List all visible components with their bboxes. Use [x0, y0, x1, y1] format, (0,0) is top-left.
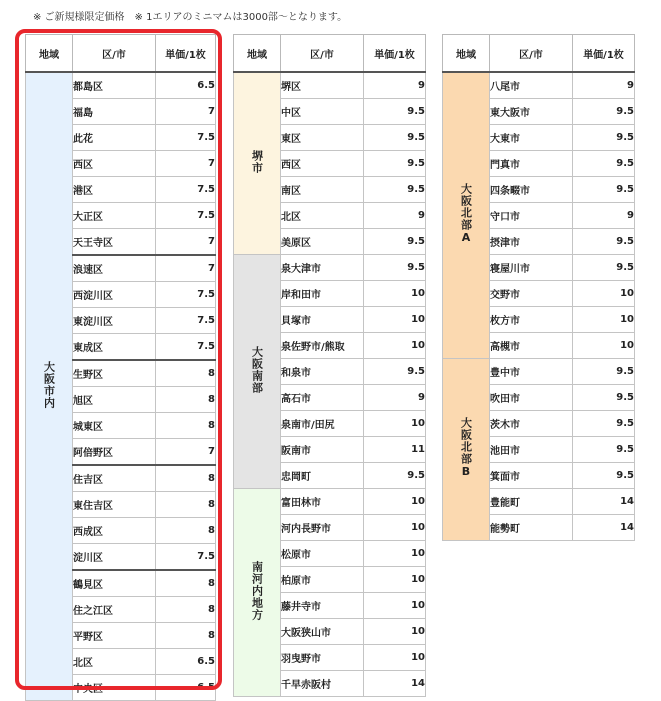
- city-cell: 千早赤阪村: [281, 671, 364, 697]
- price-cell: 9.5: [364, 463, 426, 489]
- region-label: 大阪北部A: [459, 182, 473, 245]
- city-cell: 和泉市: [281, 359, 364, 385]
- price-cell: 7.5: [156, 203, 216, 229]
- price-cell: 6.5: [156, 675, 216, 701]
- table-row: [234, 489, 426, 515]
- city-cell: 東淀川区: [73, 308, 156, 334]
- city-cell: 南区: [281, 177, 364, 203]
- price-cell: 10: [364, 619, 426, 645]
- city-cell: 中央区: [73, 675, 156, 701]
- city-cell: 東区: [281, 125, 364, 151]
- price-table-south: [233, 34, 426, 697]
- header-city: 区/市: [281, 35, 364, 73]
- price-cell: 10: [364, 411, 426, 437]
- city-cell: 浪速区: [73, 255, 156, 282]
- city-cell: 東成区: [73, 334, 156, 361]
- price-cell: 10: [364, 593, 426, 619]
- city-cell: 堺区: [281, 72, 364, 99]
- price-cell: 8: [156, 623, 216, 649]
- city-cell: 忠岡町: [281, 463, 364, 489]
- price-cell: 9.5: [364, 177, 426, 203]
- price-cell: 10: [573, 307, 635, 333]
- header-price: 単価/1枚: [364, 35, 426, 73]
- price-cell: 9: [364, 385, 426, 411]
- price-cell: 8: [156, 518, 216, 544]
- city-cell: 高石市: [281, 385, 364, 411]
- price-cell: 14: [573, 489, 635, 515]
- city-cell: 寝屋川市: [490, 255, 573, 281]
- price-cell: 8: [156, 492, 216, 518]
- region-label: 大阪南部: [250, 345, 264, 394]
- region-cell: [234, 489, 281, 697]
- header-price: 単価/1枚: [156, 35, 216, 73]
- price-cell: 9.5: [573, 177, 635, 203]
- city-cell: 住吉区: [73, 465, 156, 492]
- city-cell: 平野区: [73, 623, 156, 649]
- header-price: 単価/1枚: [573, 35, 635, 73]
- price-cell: 9.5: [573, 385, 635, 411]
- header-city: 区/市: [490, 35, 573, 73]
- price-cell: 9.5: [364, 255, 426, 281]
- region-label: 大阪市内: [42, 360, 56, 409]
- region-cell: [234, 255, 281, 489]
- city-cell: 茨木市: [490, 411, 573, 437]
- price-cell: 9.5: [573, 437, 635, 463]
- price-cell: 8: [156, 387, 216, 413]
- price-cell: 9: [364, 72, 426, 99]
- city-cell: 岸和田市: [281, 281, 364, 307]
- city-cell: 此花: [73, 125, 156, 151]
- table-row: [443, 72, 635, 99]
- price-cell: 10: [364, 515, 426, 541]
- price-cell: 8: [156, 465, 216, 492]
- city-cell: 大東市: [490, 125, 573, 151]
- table-row: [443, 359, 635, 385]
- city-cell: 天王寺区: [73, 229, 156, 256]
- city-cell: 豊能町: [490, 489, 573, 515]
- city-cell: 西淀川区: [73, 282, 156, 308]
- city-cell: 生野区: [73, 360, 156, 387]
- price-cell: 10: [364, 645, 426, 671]
- city-cell: 枚方市: [490, 307, 573, 333]
- city-cell: 藤井寺市: [281, 593, 364, 619]
- price-cell: 10: [573, 333, 635, 359]
- price-cell: 9.5: [573, 229, 635, 255]
- table-row: [234, 255, 426, 281]
- city-cell: 東大阪市: [490, 99, 573, 125]
- city-cell: 阪南市: [281, 437, 364, 463]
- city-cell: 能勢町: [490, 515, 573, 541]
- city-cell: 八尾市: [490, 72, 573, 99]
- city-cell: 西区: [73, 151, 156, 177]
- price-cell: 10: [364, 567, 426, 593]
- city-cell: 守口市: [490, 203, 573, 229]
- price-cell: 7: [156, 229, 216, 256]
- price-cell: 9.5: [364, 99, 426, 125]
- price-cell: 7: [156, 151, 216, 177]
- city-cell: 貝塚市: [281, 307, 364, 333]
- header-area: 地域: [234, 35, 281, 73]
- city-cell: 住之江区: [73, 597, 156, 623]
- city-cell: 箕面市: [490, 463, 573, 489]
- price-table-osaka-city: [25, 34, 216, 701]
- city-cell: 北区: [73, 649, 156, 675]
- price-cell: 6.5: [156, 72, 216, 99]
- header-area: 地域: [443, 35, 490, 73]
- city-cell: 泉南市/田尻: [281, 411, 364, 437]
- city-cell: 池田市: [490, 437, 573, 463]
- city-cell: 泉佐野市/熊取: [281, 333, 364, 359]
- price-cell: 7.5: [156, 308, 216, 334]
- price-table-north: [442, 34, 635, 541]
- city-cell: 都島区: [73, 72, 156, 99]
- region-cell: [26, 72, 73, 701]
- price-cell: 7.5: [156, 177, 216, 203]
- price-cell: 8: [156, 360, 216, 387]
- price-cell: 7: [156, 255, 216, 282]
- region-cell: [234, 72, 281, 255]
- city-cell: 大阪狭山市: [281, 619, 364, 645]
- header-area: 地域: [26, 35, 73, 73]
- header-city: 区/市: [73, 35, 156, 73]
- city-cell: 東住吉区: [73, 492, 156, 518]
- price-cell: 9: [364, 203, 426, 229]
- price-cell: 9.5: [364, 125, 426, 151]
- city-cell: 富田林市: [281, 489, 364, 515]
- city-cell: 阿倍野区: [73, 439, 156, 466]
- price-cell: 7: [156, 99, 216, 125]
- price-cell: 9.5: [573, 463, 635, 489]
- city-cell: 淀川区: [73, 544, 156, 571]
- city-cell: 中区: [281, 99, 364, 125]
- price-cell: 9.5: [364, 151, 426, 177]
- price-cell: 9.5: [573, 359, 635, 385]
- price-cell: 8: [156, 570, 216, 597]
- price-cell: 9.5: [573, 255, 635, 281]
- price-cell: 9: [573, 203, 635, 229]
- price-cell: 9.5: [364, 359, 426, 385]
- city-cell: 泉大津市: [281, 255, 364, 281]
- city-cell: 羽曳野市: [281, 645, 364, 671]
- table-row: [234, 72, 426, 99]
- city-cell: 美原区: [281, 229, 364, 255]
- price-cell: 9.5: [364, 229, 426, 255]
- price-cell: 9: [573, 72, 635, 99]
- city-cell: 大正区: [73, 203, 156, 229]
- city-cell: 鶴見区: [73, 570, 156, 597]
- price-cell: 10: [573, 281, 635, 307]
- price-cell: 8: [156, 413, 216, 439]
- price-cell: 9.5: [573, 99, 635, 125]
- price-cell: 7.5: [156, 282, 216, 308]
- pricing-note: ※ ご新規様限定価格 ※ 1エリアのミニマムは3000部～となります。: [33, 12, 348, 23]
- table-row: [26, 72, 216, 99]
- city-cell: 吹田市: [490, 385, 573, 411]
- city-cell: 西区: [281, 151, 364, 177]
- price-cell: 10: [364, 307, 426, 333]
- price-cell: 14: [364, 671, 426, 697]
- city-cell: 松原市: [281, 541, 364, 567]
- city-cell: 交野市: [490, 281, 573, 307]
- price-cell: 7.5: [156, 334, 216, 361]
- city-cell: 旭区: [73, 387, 156, 413]
- price-cell: 11: [364, 437, 426, 463]
- city-cell: 摂津市: [490, 229, 573, 255]
- city-cell: 豊中市: [490, 359, 573, 385]
- price-cell: 14: [573, 515, 635, 541]
- city-cell: 城東区: [73, 413, 156, 439]
- price-cell: 7.5: [156, 544, 216, 571]
- city-cell: 四条畷市: [490, 177, 573, 203]
- price-cell: 7: [156, 439, 216, 466]
- price-cell: 10: [364, 333, 426, 359]
- price-cell: 7.5: [156, 125, 216, 151]
- price-cell: 10: [364, 281, 426, 307]
- city-cell: 福島: [73, 99, 156, 125]
- city-cell: 河内長野市: [281, 515, 364, 541]
- price-cell: 10: [364, 541, 426, 567]
- price-cell: 8: [156, 597, 216, 623]
- city-cell: 高槻市: [490, 333, 573, 359]
- city-cell: 柏原市: [281, 567, 364, 593]
- price-cell: 6.5: [156, 649, 216, 675]
- city-cell: 北区: [281, 203, 364, 229]
- price-cell: 9.5: [573, 125, 635, 151]
- city-cell: 門真市: [490, 151, 573, 177]
- region-label: 南河内地方: [250, 560, 264, 621]
- region-label: 大阪北部B: [459, 416, 473, 479]
- region-label: 堺市: [250, 149, 264, 174]
- city-cell: 港区: [73, 177, 156, 203]
- city-cell: 西成区: [73, 518, 156, 544]
- price-cell: 9.5: [573, 411, 635, 437]
- region-cell: [443, 72, 490, 359]
- price-cell: 10: [364, 489, 426, 515]
- region-cell: [443, 359, 490, 541]
- price-cell: 9.5: [573, 151, 635, 177]
